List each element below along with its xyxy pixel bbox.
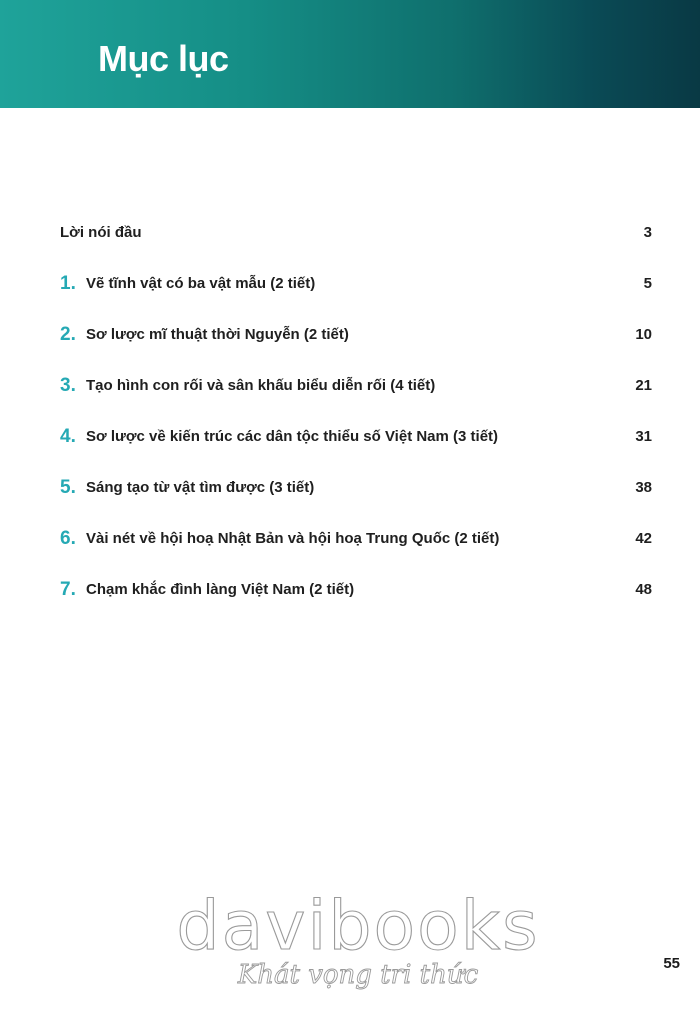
table-of-contents [60,222,652,630]
toc-item-number: 1. [60,273,76,294]
toc-item-page: 42 [635,530,652,547]
toc-item-title: Vẽ tĩnh vật có ba vật mẫu (2 tiết) [86,275,316,292]
toc-item-title: Tạo hình con rối và sân khấu biểu diễn rối (4 tiết) [86,377,436,394]
toc-item-5[interactable] [60,477,652,528]
toc-item-title: Sơ lược mĩ thuật thời Nguyễn (2 tiết) [86,326,349,343]
toc-item-page: 38 [635,479,652,496]
toc-item-page: 5 [643,275,652,292]
toc-item-number: 5. [60,477,76,498]
toc-item-1[interactable] [60,273,652,324]
toc-item-page: 21 [635,377,652,394]
header-banner [0,0,700,108]
page-title: Mục lục [98,38,229,79]
toc-item-number: 6. [60,528,76,549]
toc-item-7[interactable] [60,579,652,630]
toc-item-3[interactable] [60,375,652,426]
toc-item-title: Vài nét về hội hoạ Nhật Bản và hội hoạ Trung Quốc (2 tiết) [86,530,500,547]
toc-item-page: 31 [635,428,652,445]
toc-item-2[interactable] [60,324,652,375]
toc-item-number: 4. [60,426,76,447]
toc-item-number: 7. [60,579,76,600]
watermark-slogan: Khát vọng tri thức [237,960,479,990]
toc-item-page: 10 [635,326,652,343]
toc-item-title: Sơ lược về kiến trúc các dân tộc thiểu số Việt Nam (3 tiết) [86,428,499,445]
page-number: 55 [663,955,680,972]
toc-item-title: Lời nói đầu [60,224,142,241]
toc-item-preface[interactable] [60,222,652,273]
toc-item-title: Sáng tạo từ vật tìm được (3 tiết) [86,479,315,496]
watermark-brand: davibooks [176,887,540,966]
toc-item-page: 48 [635,581,652,598]
toc-item-title: Chạm khắc đình làng Việt Nam (2 tiết) [86,581,355,598]
toc-item-page: 3 [643,224,652,241]
toc-item-6[interactable] [60,528,652,579]
toc-item-4[interactable] [60,426,652,477]
toc-item-number: 2. [60,324,76,345]
watermark [158,887,558,990]
toc-item-number: 3. [60,375,76,396]
